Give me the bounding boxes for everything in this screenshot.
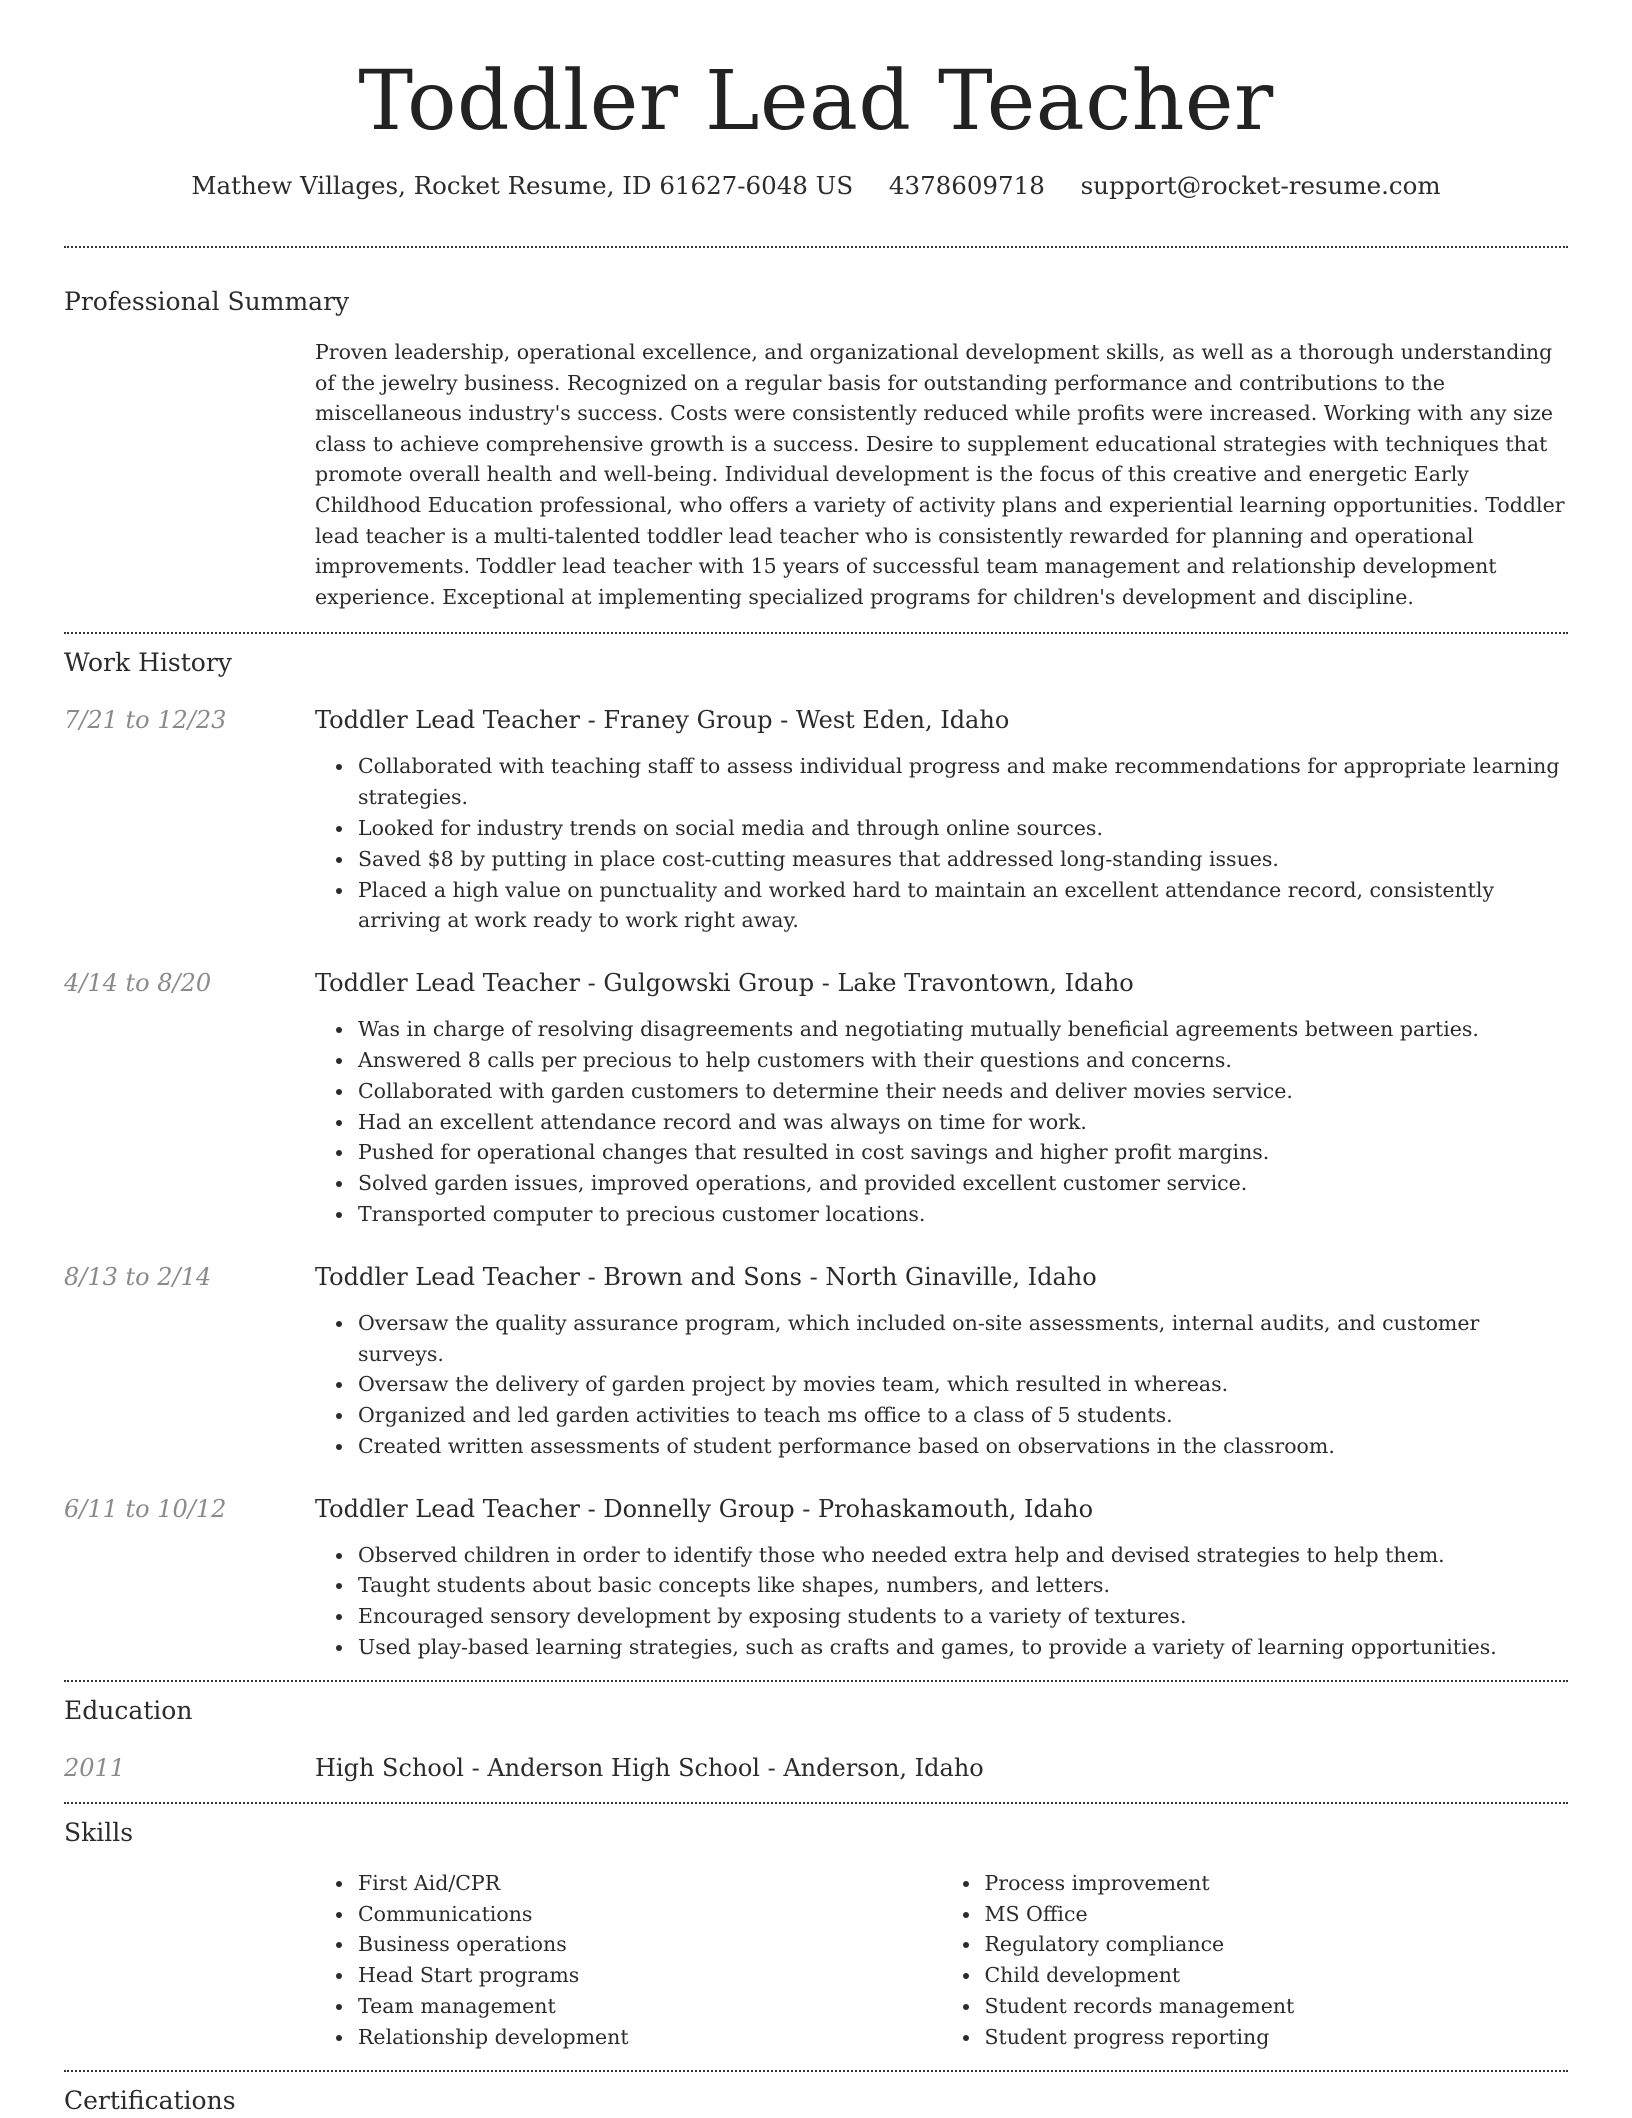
- list-item: Transported computer to precious customer locations.: [358, 1199, 1568, 1230]
- list-item: Oversaw the quality assurance program, which included on-site assessments, internal audits, and customer surveys.: [358, 1308, 1568, 1370]
- job-entry: [64, 1492, 1568, 1663]
- skill-item: Business operations: [358, 1929, 942, 1960]
- job-heading: Toddler Lead Teacher - Donnelly Group - Prohaskamouth, Idaho: [315, 1494, 1094, 1523]
- list-item: Pushed for operational changes that resulted in cost savings and higher profit margins.: [358, 1137, 1568, 1168]
- list-item: Collaborated with garden customers to determine their needs and deliver movies service.: [358, 1076, 1568, 1107]
- job-heading: Toddler Lead Teacher - Brown and Sons - North Ginaville, Idaho: [315, 1262, 1097, 1291]
- list-item: Organized and led garden activities to teach ms office to a class of 5 students.: [358, 1400, 1568, 1431]
- skill-item: First Aid/CPR: [358, 1868, 942, 1899]
- job-bullets: [315, 1540, 1568, 1663]
- list-item: Oversaw the delivery of garden project by movies team, which resulted in whereas.: [358, 1369, 1568, 1400]
- contact-phone: 4378609718: [888, 171, 1045, 200]
- skill-item: Regulatory compliance: [985, 1929, 1569, 1960]
- list-item: Placed a high value on punctuality and worked hard to maintain an excellent attendance record, consistently arriving at work ready to work right away.: [358, 875, 1568, 937]
- education-year: 2011: [64, 1753, 126, 1782]
- summary-text: Proven leadership, operational excellence, and organizational development skills, as well as a thorough understanding of the jewelry business. Recognized on a regular basis for outstanding performance and contributions to the miscellaneous industry's success. Costs were consistently reduced while profits were increased. Working with any size class to achieve comprehensive growth is a success. Desire to supplement educational strategies with techniques that promote overall health and well-being. Individual development is the focus of this creative and energetic Early Childhood Education professional, who offers a variety of activity plans and experiential learning opportunities. Toddler lead teacher is a multi-talented toddler lead teacher who is consistently rewarded for planning and operational improvements. Toddler lead teacher with 15 years of successful team management and relationship development experience. Exceptional at implementing specialized programs for children's development and discipline.: [315, 340, 1565, 609]
- skill-item: Child development: [985, 1960, 1569, 1991]
- list-item: Used play-based learning strategies, such as crafts and games, to provide a variety of learning opportunities.: [358, 1632, 1568, 1663]
- list-item: Collaborated with teaching staff to assess individual progress and make recommendations for appropriate learning strategies.: [358, 751, 1568, 813]
- list-item: Answered 8 calls per precious to help customers with their questions and concerns.: [358, 1045, 1568, 1076]
- skill-item: Team management: [358, 1991, 942, 2022]
- resume-page: [64, 0, 1568, 2118]
- skills-list-right: [942, 1868, 1569, 2053]
- list-item: Looked for industry trends on social media and through online sources.: [358, 813, 1568, 844]
- list-item: Encouraged sensory development by exposing students to a variety of textures.: [358, 1601, 1568, 1632]
- list-item: Created written assessments of student performance based on observations in the classroom.: [358, 1431, 1568, 1462]
- section-title-certifications: Certifications: [64, 2085, 236, 2115]
- job-entry: [64, 966, 1568, 1230]
- job-heading: Toddler Lead Teacher - Franey Group - West Eden, Idaho: [315, 706, 1010, 735]
- skill-item: Student records management: [985, 1991, 1569, 2022]
- job-dates: 7/21 to 12/23: [64, 706, 227, 735]
- job-entry: [64, 1260, 1568, 1462]
- list-item: Had an excellent attendance record and was always on time for work.: [358, 1107, 1568, 1138]
- skill-item: Relationship development: [358, 2022, 942, 2053]
- job-entry: [64, 703, 1568, 936]
- skill-item: Head Start programs: [358, 1960, 942, 1991]
- list-item: Observed children in order to identify those who needed extra help and devised strategies to help them.: [358, 1540, 1568, 1571]
- section-title-summary: Professional Summary: [64, 287, 350, 316]
- contact-email: support@rocket-resume.com: [1080, 171, 1441, 200]
- list-item: Was in charge of resolving disagreements and negotiating mutually beneficial agreements between parties.: [358, 1014, 1568, 1045]
- job-dates: 6/11 to 10/12: [64, 1494, 227, 1523]
- section-title-skills: Skills: [64, 1817, 134, 1847]
- job-bullets: [315, 1014, 1568, 1230]
- skills-list-left: [315, 1868, 942, 2053]
- resume-title: Toddler Lead Teacher: [358, 54, 1274, 149]
- summary-block: [315, 337, 1568, 612]
- job-bullets: [315, 1308, 1568, 1462]
- education-heading: High School - Anderson High School - Anderson, Idaho: [315, 1753, 984, 1782]
- list-item: Solved garden issues, improved operations, and provided excellent customer service.: [358, 1168, 1568, 1199]
- skill-item: MS Office: [985, 1899, 1569, 1930]
- list-item: Taught students about basic concepts like shapes, numbers, and letters.: [358, 1570, 1568, 1601]
- section-title-education: Education: [64, 1695, 193, 1725]
- skill-item: Communications: [358, 1899, 942, 1930]
- job-dates: 4/14 to 8/20: [64, 969, 212, 998]
- list-item: Saved $8 by putting in place cost-cutting measures that addressed long-standing issues.: [358, 844, 1568, 875]
- contact-line: [64, 170, 1568, 202]
- skill-item: Process improvement: [985, 1868, 1569, 1899]
- contact-address: Mathew Villages, Rocket Resume, ID 61627-6048 US: [191, 171, 854, 200]
- skill-item: Student progress reporting: [985, 2022, 1569, 2053]
- job-heading: Toddler Lead Teacher - Gulgowski Group - Lake Travontown, Idaho: [315, 969, 1134, 998]
- section-title-work-history: Work History: [64, 648, 232, 678]
- skills-columns: [315, 1868, 1568, 2053]
- education-entry: [64, 1751, 1568, 1785]
- job-dates: 8/13 to 2/14: [64, 1262, 212, 1291]
- job-bullets: [315, 751, 1568, 936]
